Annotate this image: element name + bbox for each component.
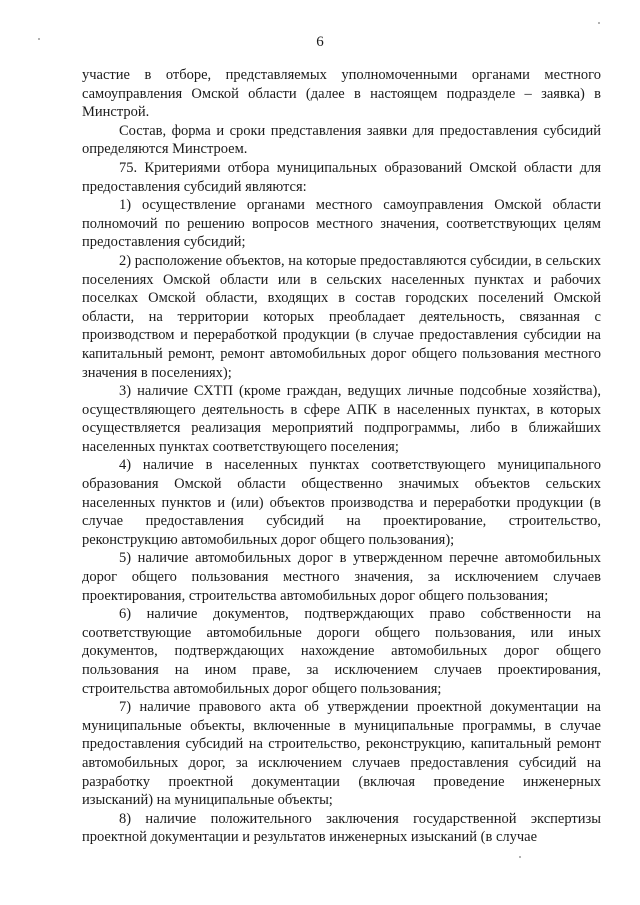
criterion-7: 7) наличие правового акта об утверждении проектной документации на муниципальные объекты, включенные в муниципальные программы, в случае предоставления субсидий на строительство, реконструкцию, капитальный ремонт автомобильных дорог, за исключением случаев предоставления субсидий на разработку проектной документации (включая проведение инженерных изысканий) на муниципальные объекты; bbox=[82, 699, 601, 809]
scan-speck bbox=[519, 856, 521, 858]
criterion-3: 3) наличие СХТП (кроме граждан, ведущих личные подсобные хозяйства), осуществляющего деятельность в сфере АПК в населенных пунктах, в которых осуществляется реализация мероприятий подпрограммы, либо в ближайших населенных пунктах соответствующего поселения; bbox=[82, 383, 601, 455]
page-number: 6 bbox=[316, 34, 324, 50]
criterion-1: 1) осуществление органами местного самоуправления Омской области полномочий по решению вопросов местного значения, соответствующих целям предоставления субсидий; bbox=[82, 197, 601, 251]
criterion-2: 2) расположение объектов, на которые предоставляются субсидии, в сельских поселениях Омской области или в сельских населенных пунктах и рабочих поселках Омской области, входящих в состав городских поселений Омской области, на территории которых преобладает деятельность, связанная с производством и переработкой продукции (в случае предоставления субсидии на капитальный ремонт, ремонт автомобильных дорог общего пользования местного значения в поселениях); bbox=[82, 252, 601, 381]
document-body bbox=[82, 66, 601, 847]
paragraph-application-composition: Состав, форма и сроки представления заявки для предоставления субсидий определяются Минстроем. bbox=[82, 122, 601, 158]
scan-speck bbox=[598, 22, 600, 24]
paragraph-continuation: участие в отборе, представляемых уполномоченными органами местного самоуправления Омской области (далее в настоящем подразделе – заявка) в Минстрой. bbox=[82, 67, 601, 121]
criterion-6: 6) наличие документов, подтверждающих право собственности на соответствующие автомобильные дороги общего пользования, или иных документов, подтверждающих нахождение автомобильных дорог общего пользования на ином праве, за исключением случаев проектирования, строительства автомобильных дорог общего пользования; bbox=[82, 606, 601, 697]
criterion-4: 4) наличие в населенных пунктах соответствующего муниципального образования Омской области общественно значимых объектов сельских населенных пунктов и (или) объектов производства и переработки продукции (в случае предоставления субсидий на проектирование, строительство, реконструкцию автомобильных дорог общего пользования); bbox=[82, 457, 601, 548]
criterion-8: 8) наличие положительного заключения государственной экспертизы проектной документации и результатов инженерных изысканий (в случае bbox=[82, 810, 601, 846]
criterion-5: 5) наличие автомобильных дорог в утвержденном перечне автомобильных дорог общего пользования местного значения, за исключением случаев проектирования, строительства автомобильных дорог общего пользования; bbox=[82, 550, 601, 604]
scan-speck bbox=[38, 38, 40, 40]
paragraph-item-75: 75. Критериями отбора муниципальных образований Омской области для предоставления субсидий являются: bbox=[82, 159, 601, 195]
